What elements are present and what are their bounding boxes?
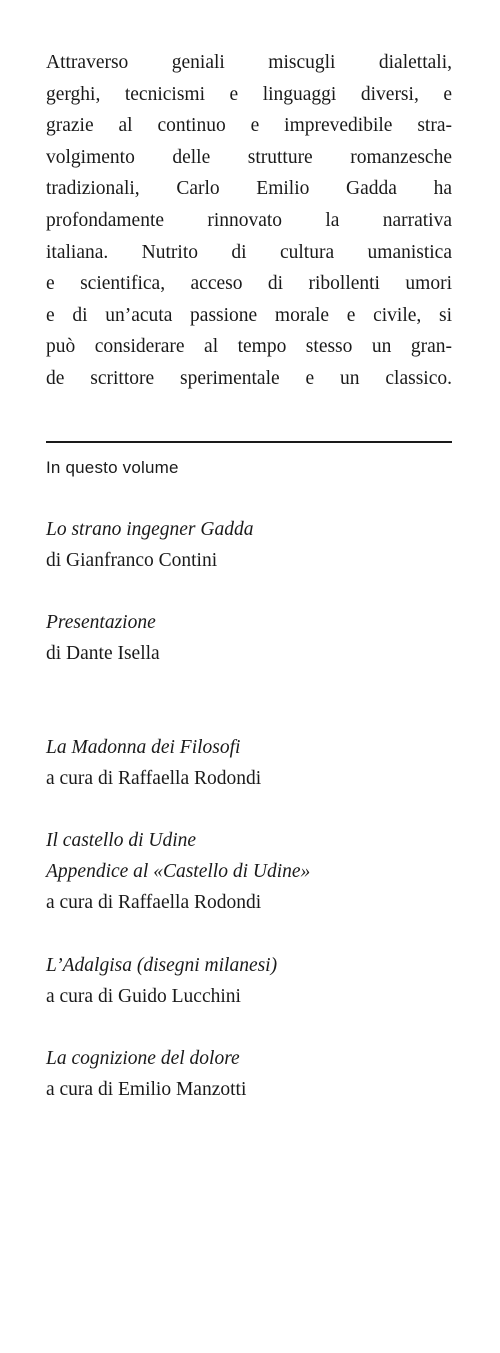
blurb-line: grazie al continuo e imprevedibile stra- [46, 115, 452, 137]
contents-entry [46, 607, 452, 669]
blurb-line: gerghi, tecnicismi e linguaggi diversi, e [46, 83, 452, 105]
entry-author: a cura di Raffaella Rodondi [46, 892, 262, 913]
blurb-line: può considerare al tempo stesso un gran- [46, 336, 452, 358]
entry-author: a cura di Guido Lucchini [46, 986, 241, 1007]
entry-title: La Madonna dei Filosofi [46, 737, 241, 758]
blurb-line: Attraverso geniali miscugli dialettali, [46, 52, 452, 73]
blurb-line: tradizionali, Carlo Emilio Gadda ha [46, 178, 452, 200]
entry-author: a cura di Raffaella Rodondi [46, 768, 262, 789]
blurb-line: e di un’acuta passione morale e civile, si [46, 304, 452, 326]
blurb-line: profondamente rinnovato la narrativa [46, 209, 452, 231]
contents-entry [46, 1043, 452, 1105]
entry-author: a cura di Emilio Manzotti [46, 1079, 247, 1100]
entry-title: Lo strano ingegner Gadda [46, 519, 254, 540]
entry-title: Il castello di Udine [46, 830, 197, 851]
contents-entry [46, 514, 452, 576]
section-divider [46, 441, 452, 443]
entry-title: La cognizione del dolore [46, 1048, 240, 1069]
contents-entry [46, 825, 452, 918]
entry-author: di Gianfranco Contini [46, 550, 218, 571]
entry-title: Presentazione [46, 612, 156, 633]
contents-entry [46, 950, 452, 1012]
blurb-line: volgimento delle strutture romanzesche [46, 146, 452, 168]
book-blurb [46, 47, 452, 395]
blurb-line: e scientifica, acceso di ribollenti umori [46, 273, 452, 295]
blurb-line: de scrittore sperimentale e un classico. [46, 367, 452, 389]
entry-title: Appendice al «Castello di Udine» [46, 861, 311, 882]
contents-entry [46, 732, 452, 794]
entry-author: di Dante Isella [46, 643, 160, 664]
contents-heading: In questo volume [46, 458, 179, 477]
blurb-line: italiana. Nutrito di cultura umanistica [46, 241, 452, 263]
entry-title: L’Adalgisa (disegni milanesi) [46, 955, 278, 976]
